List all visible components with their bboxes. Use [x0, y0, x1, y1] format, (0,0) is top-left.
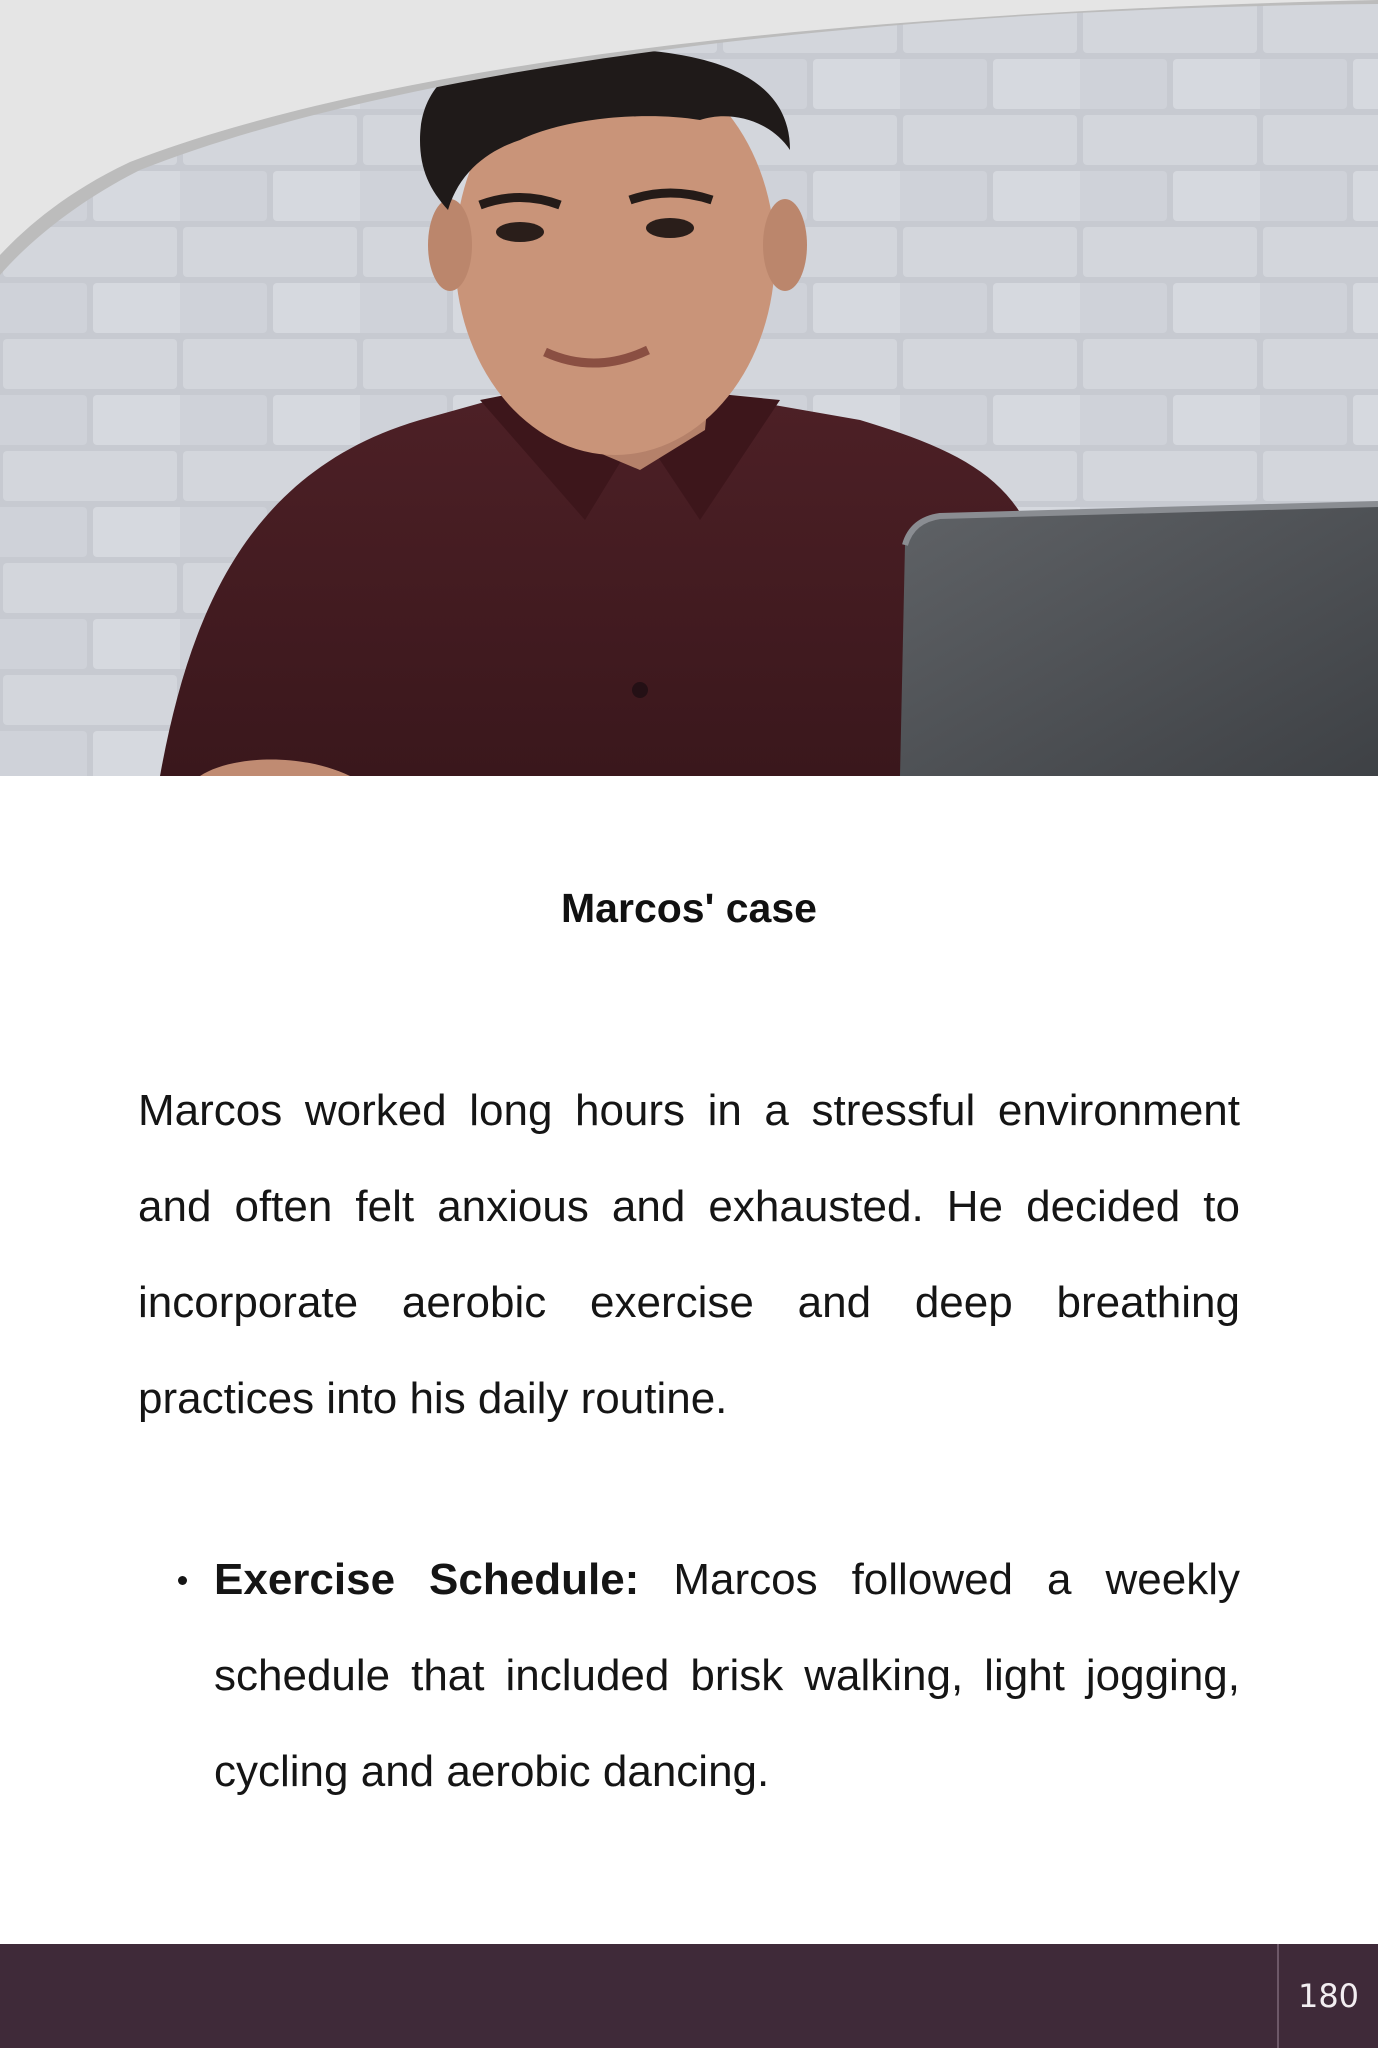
bullet-label: Exercise Schedule:	[214, 1555, 640, 1604]
page-number: 180	[1277, 1944, 1378, 2048]
page-title: Marcos' case	[561, 885, 817, 931]
list-item	[138, 1532, 1240, 1820]
bullet-icon	[178, 1576, 187, 1585]
header-photo	[0, 0, 1378, 776]
intro-paragraph: Marcos worked long hours in a stressful environment and often felt anxious and exhausted. He decided to incorporate aerobic exercise and deep breathing practices into his daily routine.	[138, 1086, 1240, 1423]
footer-bar	[0, 1944, 1378, 2048]
bullet-text: Marcos followed a weekly schedule that included brisk walking, light jogging, cycling and aerobic dancing.	[214, 1555, 1240, 1796]
bullet-list	[138, 1532, 1240, 1820]
